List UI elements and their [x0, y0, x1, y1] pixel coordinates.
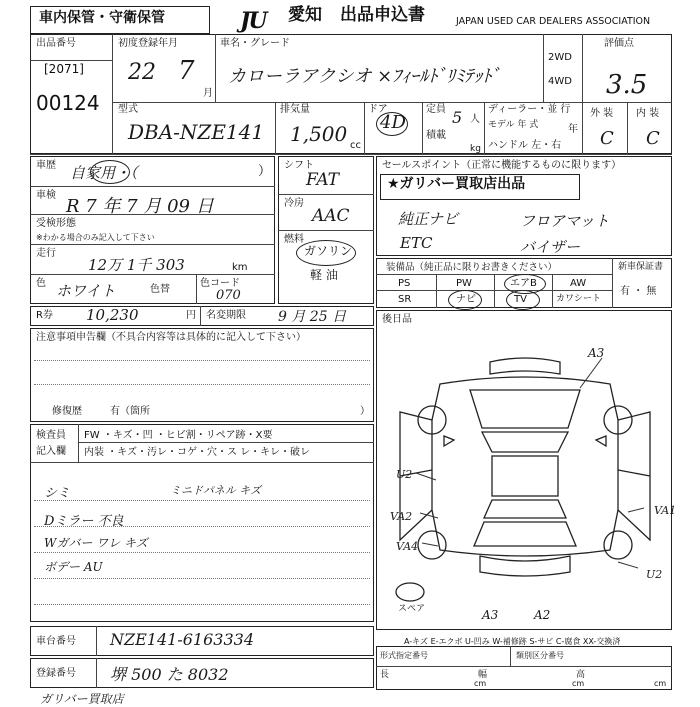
history-circle — [90, 160, 130, 184]
chassis-value: NZE141-6163334 — [110, 630, 254, 649]
displacement-value: 1,500 — [290, 122, 348, 146]
storage-label-box — [30, 6, 210, 34]
mileage-value: 12万 1千 303 — [88, 256, 185, 274]
repair-close: ） — [360, 406, 370, 417]
grade-score: 3.5 — [606, 70, 648, 100]
lot-bracket: [2071] — [44, 62, 84, 76]
receipt-label: 受検形態 — [36, 218, 76, 229]
equip-sr: SR — [398, 294, 412, 305]
cc-unit: cc — [350, 140, 361, 151]
model-year-label: モデル 年 式 — [488, 120, 539, 130]
selling-banner-box — [380, 174, 580, 200]
mileage-label: 走行 — [36, 248, 56, 259]
displacement-label: 排気量 — [280, 104, 310, 115]
door-label: ドア — [368, 104, 388, 115]
fuel-circle — [296, 240, 356, 266]
cooling-value: AAC — [312, 206, 350, 226]
door-value: 4D — [380, 112, 406, 133]
lot-label: 出品番号 — [36, 38, 76, 49]
lot-number: 00124 — [36, 91, 100, 115]
selling-banner: ★ガリバー買取店出品 — [387, 176, 526, 192]
chassis-label: 車台番号 — [36, 636, 76, 647]
history-value: 自家用・（ — [70, 164, 138, 182]
inspector-label-1: 検査員 — [36, 430, 66, 441]
height-label: 高 — [576, 670, 586, 680]
remark-2: ミニドパネル キズ — [170, 484, 262, 497]
form-cert-label: 形式指定番号 — [380, 651, 428, 660]
name-change-value: 9 月 25 日 — [278, 309, 347, 325]
kg-unit: kg — [470, 144, 481, 154]
persons-unit: 人 — [470, 114, 480, 125]
model-value: DBA-NZE141 — [128, 120, 265, 144]
grade-exterior: C — [600, 128, 614, 149]
damage-mark-a3-front: A3 — [588, 346, 605, 360]
history-close: ） — [258, 164, 272, 179]
equip-seat: カワシート — [556, 294, 602, 304]
history-label: 車歴 — [36, 160, 56, 171]
drive-4wd: 4WD — [548, 76, 572, 87]
equipment-label: 装備品（純正品に限りお書きください） — [386, 262, 558, 273]
first-reg-label: 初度登録年月 — [118, 38, 178, 49]
door-circle — [376, 112, 408, 136]
repair-value: 有（箇所 — [110, 406, 150, 417]
inspector-row-2: 内装 ・キズ・汚レ・コゲ・穴・ス レ・キレ・破レ — [84, 447, 311, 458]
damage-mark-a3-rear: A3 — [482, 608, 499, 622]
color-change-label: 色替 — [150, 284, 170, 295]
color-code-label: 色コード — [200, 278, 240, 289]
damage-mark-va4: VA4 — [396, 540, 419, 553]
grade-interior: C — [646, 128, 660, 149]
fuel-gasoline: ガソリン — [304, 244, 353, 258]
car-name-value: カローラアクシオ ×ﾌｨｰﾙﾄﾞﾘﾐﾃｯﾄﾞ — [228, 66, 501, 87]
footer-partial: ガリバー買取店 — [40, 692, 124, 706]
inspector-row-1: FW ・キズ・凹 ・ヒビ割・リペア跡・X要 — [84, 430, 273, 441]
r-ticket-label: R券 — [36, 310, 53, 321]
mileage-unit: km — [232, 262, 248, 273]
storage-label: 車内保管・守衛保管 — [39, 10, 165, 26]
width-label: 幅 — [478, 670, 488, 680]
capacity-value: 5 — [452, 108, 463, 127]
form-title: 出品申込書 — [340, 5, 425, 25]
damage-mark-va1: VA1 — [654, 504, 677, 517]
r-ticket-value: 10,230 — [86, 306, 139, 324]
selling-point-2: フロアマット — [520, 212, 610, 230]
equip-circle-navi — [448, 290, 482, 310]
equip-navi: ナビ — [456, 294, 476, 305]
damage-mark-va2: VA2 — [390, 510, 413, 523]
remark-1: シミ — [44, 486, 71, 501]
width-cm: cm — [572, 679, 585, 688]
equip-aw: AW — [570, 278, 587, 289]
plate-label: 登録番号 — [36, 668, 76, 679]
first-reg-month: 7 — [178, 56, 195, 86]
load-label: 積載 — [426, 130, 446, 141]
remark-3: Dミラー 不良 — [44, 514, 124, 529]
ju-logo-text: JU — [240, 8, 266, 34]
damage-legend: A-キズ E-エクボ U-凹み W-補修跡 S-サビ C-腐食 XX-交換済 — [404, 637, 621, 646]
spare-label: スペア — [398, 604, 426, 614]
fuel-diesel: 軽 油 — [310, 268, 338, 282]
selling-point-1: 純正ナビ — [398, 210, 459, 228]
capacity-label: 定員 — [426, 104, 446, 115]
handle-label: ハンドル 左・右 — [488, 140, 562, 151]
selling-point-4: バイザー — [520, 238, 581, 256]
car-name-label: 車名・グレード — [220, 38, 290, 49]
first-reg-month-unit: 月 — [203, 88, 213, 99]
plate-value: 堺 500 た 8032 — [110, 665, 229, 684]
name-change-label: 名変期限 — [206, 310, 246, 321]
remark-5: ボデー AU — [44, 560, 103, 574]
length-cm: cm — [474, 679, 487, 688]
inspection-value: R 7 年 7 月 09 日 — [66, 196, 214, 217]
warranty-label: 新車保証書 — [618, 262, 664, 272]
model-label: 型式 — [118, 104, 138, 115]
dealer-label: ディーラー・並 行 — [488, 104, 571, 115]
grade-ext-label: 外 装 — [590, 108, 614, 119]
association-name: JAPAN USED CAR DEALERS ASSOCIATION — [456, 16, 651, 27]
selling-point-3: ETC — [400, 234, 433, 252]
notes-label: 注意事項申告欄（不具合内容等は具体的に記入して下さい） — [36, 332, 306, 343]
shift-value: FAT — [306, 170, 340, 190]
selling-points-label: セールスポイント（正常に機能するものに限ります） — [382, 160, 622, 171]
fuel-label: 燃料 — [284, 234, 304, 245]
remark-4: Wガバー ワレ キズ — [44, 536, 148, 550]
cooling-label: 冷房 — [284, 198, 304, 209]
damage-mark-u2-left: U2 — [396, 468, 413, 481]
form-cat-label: 類別区分番号 — [516, 651, 564, 660]
color-code-value: 070 — [216, 288, 241, 303]
first-reg-year: 22 — [128, 60, 156, 85]
receipt-note: ※わかる場合のみ記入して下さい — [36, 233, 155, 242]
inspection-label: 車検 — [36, 190, 56, 201]
damage-mark-u2-right: U2 — [646, 568, 663, 581]
damage-mark-a2: A2 — [534, 608, 551, 622]
year-unit: 年 — [568, 124, 578, 135]
equip-ps: PS — [398, 278, 411, 289]
top-section — [30, 34, 672, 154]
equip-airbag: エアB — [510, 278, 537, 289]
color-value: ホワイト — [56, 282, 116, 300]
rear-label: 後日品 — [382, 314, 412, 325]
grade-int-label: 内 装 — [636, 108, 660, 119]
repair-label: 修復歴 — [52, 406, 82, 417]
shift-label: シフト — [284, 160, 314, 171]
ju-logo — [240, 8, 290, 32]
height-cm: cm — [654, 679, 667, 688]
r-ticket-unit: 円 — [186, 310, 196, 321]
length-label: 長 — [380, 670, 390, 680]
equip-tv: TV — [514, 294, 527, 305]
equip-circle-tv — [506, 290, 540, 310]
drive-2wd: 2WD — [548, 52, 572, 63]
inspector-label-2: 記入欄 — [36, 446, 66, 457]
warranty-opts: 有 ・ 無 — [620, 286, 657, 297]
equip-pw: PW — [456, 278, 472, 289]
car-damage-diagram — [380, 340, 670, 610]
color-label: 色 — [36, 278, 46, 289]
grade-label: 評価点 — [604, 38, 634, 49]
aichi-text: 愛知 — [288, 5, 322, 25]
